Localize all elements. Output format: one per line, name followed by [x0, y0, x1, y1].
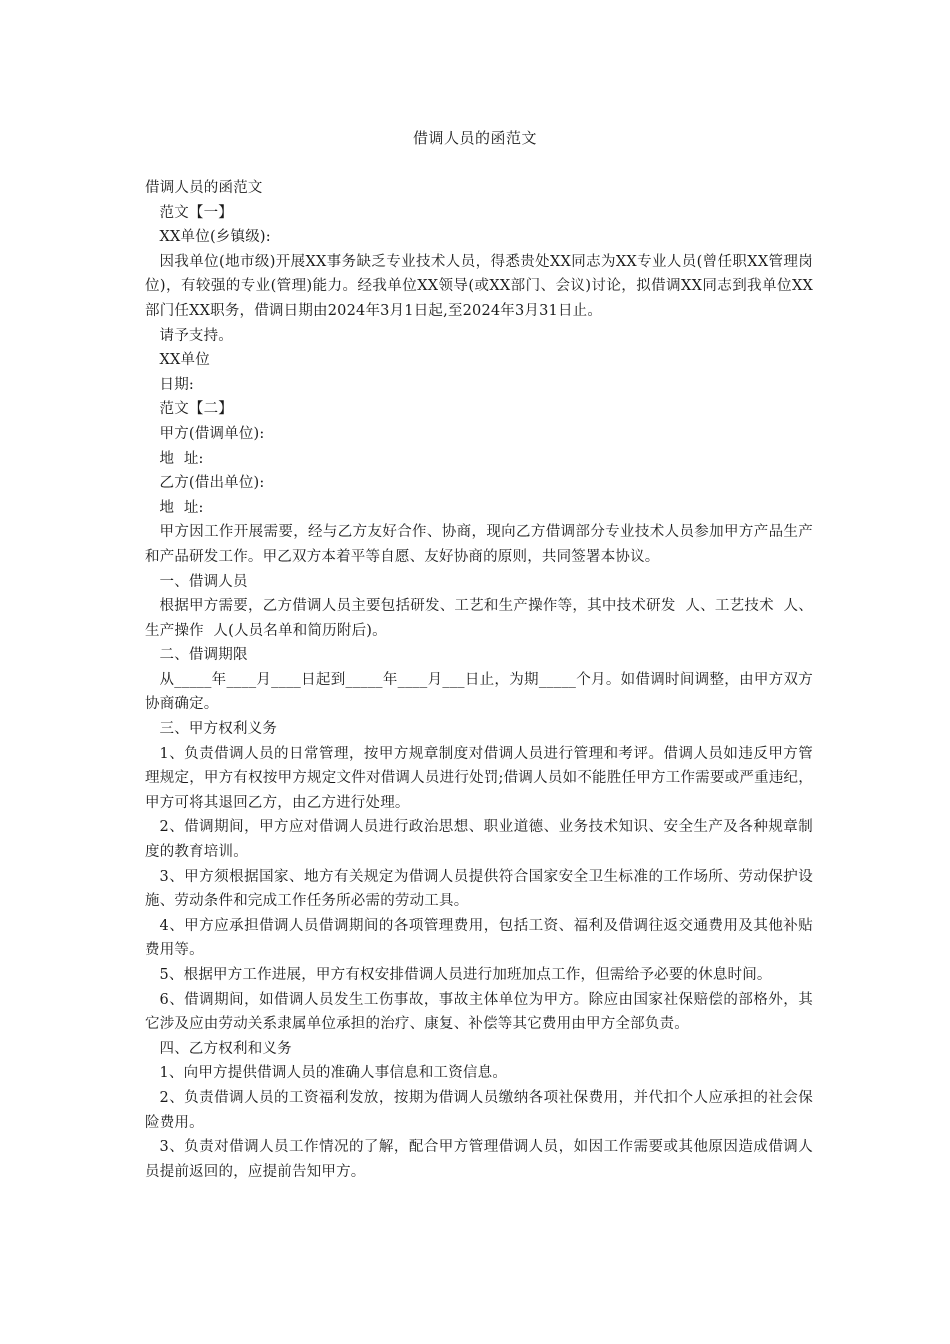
party-b: 乙方(借出单位):: [159, 475, 265, 492]
letter-date: 日期:: [159, 376, 194, 393]
agreement-preamble: 甲方因工作开展需要，经与乙方友好合作、协商，现向乙方借调部分专业技术人员参加甲方产品生产和产品研发工作。甲乙双方本着平等自愿、友好协商的原则，共同签署本协议。: [145, 524, 813, 565]
party-a: 甲方(借调单位):: [159, 425, 265, 442]
section-paragraph: 从_____年____月____日起到_____年____月___日止，为期_____个月。如借调时间调整，由甲方双方协商确定。: [145, 671, 813, 713]
letter-recipient: XX单位(乡镇级):: [159, 229, 271, 246]
sample-two-heading: 范文【二】: [159, 401, 233, 418]
section-heading: 一、借调人员: [159, 573, 248, 590]
clause-item: 1、向甲方提供借调人员的准确人事信息和工资信息。: [159, 1065, 508, 1082]
body-heading: 借调人员的函范文: [145, 180, 263, 196]
clause-item: 6、借调期间，如借调人员发生工伤事故，事故主体单位为甲方。除应由国家社保赔偿的部格外，其它涉及应由劳动关系隶属单位承担的治疗、康复、补偿等其它费用由甲方全部负责。: [145, 991, 813, 1033]
section-paragraph: 根据甲方需要，乙方借调人员主要包括研发、工艺和生产操作等，其中技术研发 人、工艺技术 人、生产操作 人(人员名单和简历附后)。: [145, 598, 813, 639]
sample-one-heading: 范文【一】: [159, 204, 233, 221]
letter-sender: XX单位: [159, 352, 210, 369]
section-heading: 二、借调期限: [159, 647, 248, 664]
letter-request: 请予支持。: [159, 327, 233, 344]
clause-item: 1、负责借调人员的日常管理，按甲方规章制度对借调人员进行管理和考评。借调人员如违反甲方管理规定，甲方有权按甲方规定文件对借调人员进行处罚;借调人员如不能胜任甲方工作需要或严重违纪，甲方可将其退回乙方，由乙方进行处理。: [145, 745, 813, 811]
section-heading: 四、乙方权利和义务: [159, 1040, 292, 1057]
document-body: [145, 176, 813, 1184]
party-a-address: 地 址:: [159, 450, 204, 467]
letter-body: 因我单位(地市级)开展XX事务缺乏专业技术人员，得悉贵处XX同志为XX专业人员(曾任职XX管理岗位)，有较强的专业(管理)能力。经我单位XX领导(或XX部门、会议)讨论，拟借调XX同志到我单位XX部门任XX职务，借调日期由2024年3月1日起,至2024年3月31日止。: [145, 253, 813, 319]
clause-item: 4、甲方应承担借调人员借调期间的各项管理费用，包括工资、福利及借调往返交通费用及其他补贴费用等。: [145, 917, 813, 959]
clause-item: 2、负责借调人员的工资福利发放，按期为借调人员缴纳各项社保费用，并代扣个人应承担的社会保险费用。: [145, 1089, 813, 1131]
document-title: 借调人员的函范文: [412, 129, 537, 147]
clause-item: 3、甲方须根据国家、地方有关规定为借调人员提供符合国家安全卫生标准的工作场所、劳动保护设施、劳动条件和完成工作任务所必需的劳动工具。: [145, 868, 813, 910]
clause-item: 2、借调期间，甲方应对借调人员进行政治思想、职业道德、业务技术知识、安全生产及各种规章制度的教育培训。: [145, 819, 813, 861]
section-heading: 三、甲方权利义务: [159, 721, 278, 738]
party-b-address: 地 址:: [159, 499, 204, 516]
clause-item: 3、负责对借调人员工作情况的了解，配合甲方管理借调人员，如因工作需要或其他原因造成借调人员提前返回的，应提前告知甲方。: [145, 1139, 813, 1180]
clause-item: 5、根据甲方工作进展，甲方有权安排借调人员进行加班加点工作，但需给予必要的休息时间。: [159, 967, 772, 983]
